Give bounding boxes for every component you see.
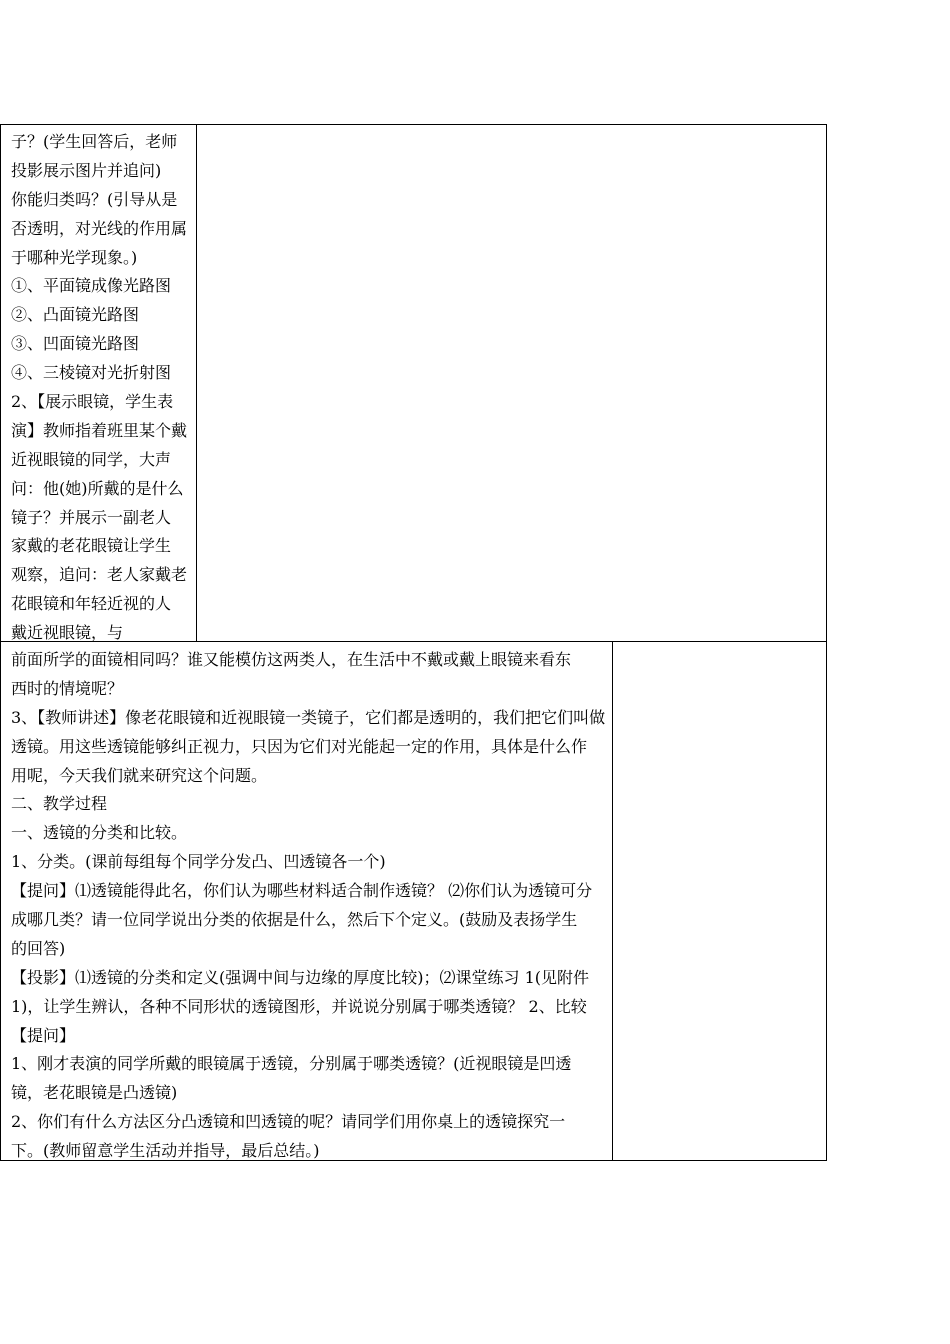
text-line: 问：他(她)所戴的是什么 bbox=[11, 478, 184, 498]
text-line: 演】教师指着班里某个戴 bbox=[11, 420, 188, 440]
text-line: 成哪几类？请一位同学说出分类的依据是什么，然后下个定义。(鼓励及表扬学生 bbox=[11, 910, 578, 930]
text-line: 近视眼镜的同学，大声 bbox=[11, 449, 172, 469]
upper-table bbox=[0, 124, 827, 642]
text-line: ③、凹面镜光路图 bbox=[11, 334, 140, 354]
text-line: 用呢，今天我们就来研究这个问题。 bbox=[11, 765, 268, 785]
text-line: 花眼镜和年轻近视的人 bbox=[11, 594, 172, 614]
lower-table bbox=[0, 641, 827, 1161]
text-line: 镜，老花眼镜是凸透镜) bbox=[11, 1083, 178, 1103]
text-line: ④、三棱镜对光折射图 bbox=[11, 363, 172, 383]
text-line: 【提问】⑴透镜能得此名，你们认为哪些材料适合制作透镜？ ⑵你们认为透镜可分 bbox=[11, 881, 593, 901]
text-line: 1、刚才表演的同学所戴的眼镜属于透镜，分别属于哪类透镜？(近视眼镜是凹透 bbox=[11, 1054, 572, 1074]
text-line: 家戴的老花眼镜让学生 bbox=[11, 536, 172, 556]
lower-main-cell bbox=[1, 642, 613, 1160]
text-line: 2、你们有什么方法区分凸透镜和凹透镜的呢？请同学们用你桌上的透镜探究一 bbox=[11, 1112, 566, 1132]
text-line: 1)，让学生辨认，各种不同形状的透镜图形，并说说分别属于哪类透镜？ 2、比较 bbox=[11, 996, 587, 1016]
text-line: 下。(教师留意学生活动并指导，最后总结。) bbox=[11, 1141, 320, 1161]
text-line: 戴近视眼镜，与 bbox=[11, 623, 124, 643]
text-line: 否透明，对光线的作用属 bbox=[11, 218, 188, 238]
text-line: 投影展示图片并追问) bbox=[11, 160, 162, 180]
text-line: 3、【教师讲述】像老花眼镜和近视眼镜一类镜子，它们都是透明的，我们把它们叫做 bbox=[11, 707, 606, 727]
text-line: ②、凸面镜光路图 bbox=[11, 305, 140, 325]
text-line: 你能归类吗？(引导从是 bbox=[11, 189, 178, 209]
text-line: 【提问】 bbox=[11, 1025, 76, 1045]
text-line: 前面所学的面镜相同吗？谁又能模仿这两类人，在生活中不戴或戴上眼镜来看东 bbox=[11, 650, 572, 669]
text-line: 透镜。用这些透镜能够纠正视力，只因为它们对光能起一定的作用，具体是什么作 bbox=[11, 736, 588, 756]
upper-right-cell bbox=[197, 125, 826, 641]
text-line: 西时的情境呢？ bbox=[11, 678, 124, 698]
text-line: 于哪种光学现象。) bbox=[11, 247, 138, 267]
text-line: 2、【展示眼镜，学生表 bbox=[11, 392, 174, 412]
text-line: 【投影】⑴透镜的分类和定义(强调中间与边缘的厚度比较)；⑵课堂练习 1(见附件 bbox=[11, 967, 589, 987]
upper-left-cell bbox=[1, 125, 197, 641]
text-line: 观察，追问：老人家戴老 bbox=[11, 565, 188, 585]
text-line: 一、透镜的分类和比较。 bbox=[11, 823, 188, 843]
text-line: 的回答) bbox=[11, 938, 66, 958]
text-line: 镜子？并展示一副老人 bbox=[11, 507, 172, 527]
text-line: 1、分类。(课前每组每个同学分发凸、凹透镜各一个) bbox=[11, 852, 386, 872]
text-line: 二、教学过程 bbox=[11, 794, 108, 814]
text-line: ①、平面镜成像光路图 bbox=[11, 276, 172, 296]
lower-side-cell bbox=[613, 642, 826, 1160]
text-line: 子？(学生回答后，老师 bbox=[11, 132, 178, 151]
